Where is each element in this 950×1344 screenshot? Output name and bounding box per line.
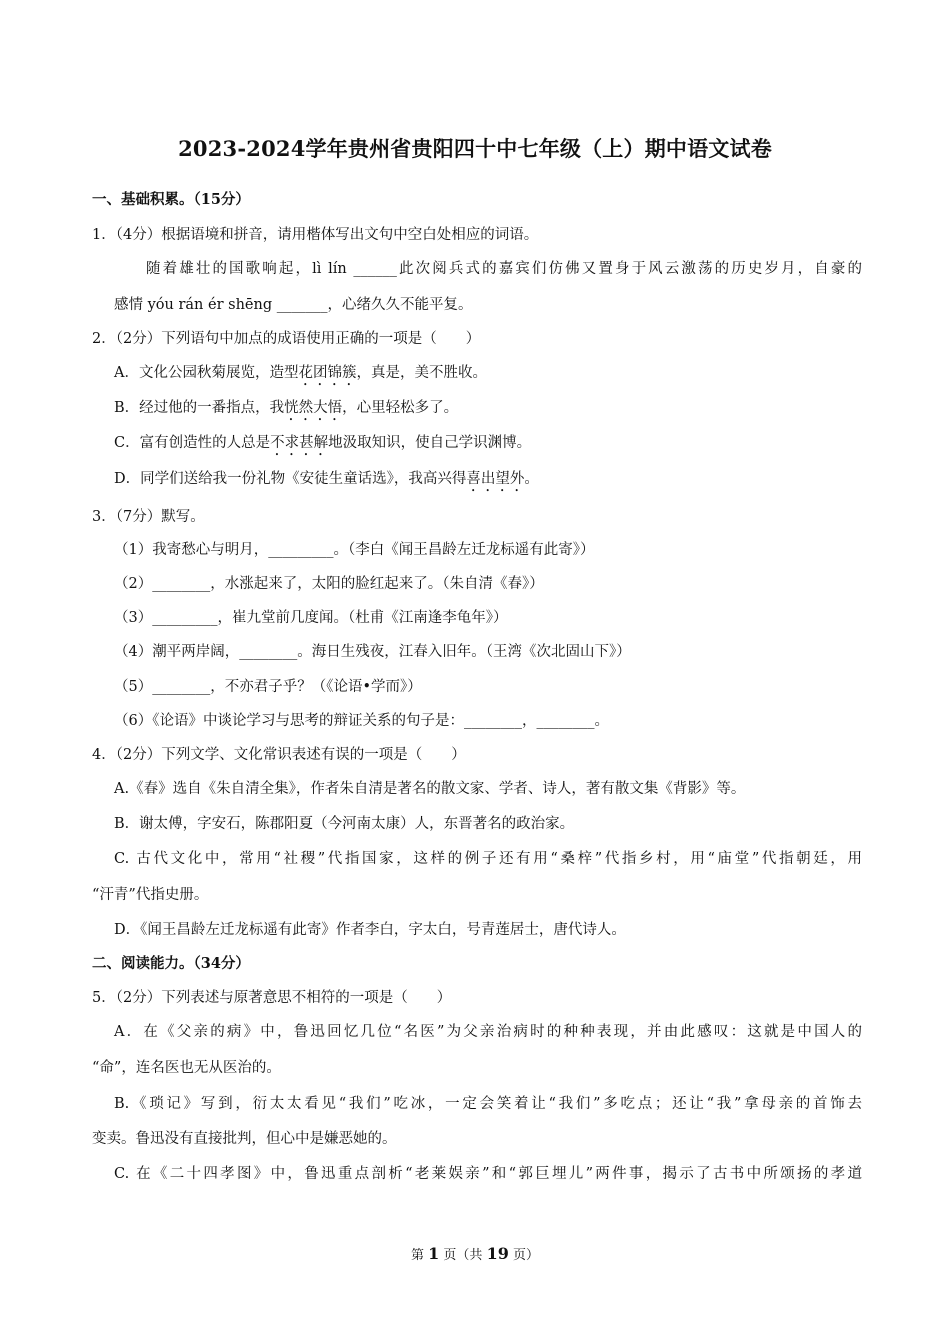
footer-suffix: 页） [512, 1248, 539, 1263]
question-3-item-2: （2）________，水涨起来了，太阳的脸红起来了。（朱自清《春》） [114, 576, 544, 592]
option-c-text: C．富有创造性的人总是 [114, 435, 271, 451]
question-1-text-line1: 随着雄壮的国歌响起，lì lín ______此次阅兵式的嘉宾们仿佛又置身于风云激荡的历史岁月，自豪的 [146, 261, 862, 277]
option-a-idiom: 花团锦簇 [298, 365, 357, 381]
section-heading-basics: 一、基础积累。（15分） [92, 191, 250, 208]
exam-title: 2023-2024学年贵州省贵阳四十中七年级（上）期中语文试卷 [178, 136, 772, 161]
question-4-stem: 4．（2分）下列文学、文化常识表述有误的一项是（ ） [92, 747, 466, 763]
question-2-stem: 2．（2分）下列语句中加点的成语使用正确的一项是（ ） [92, 331, 481, 347]
question-3-item-5: （5）________，不亦君子乎？（《论语•学而》） [114, 679, 422, 695]
option-c-idiom: 不求甚解 [270, 435, 329, 451]
option-b-tail: ，心里轻松多了。 [342, 400, 459, 416]
option-d-idiom: 喜出望外 [466, 471, 525, 487]
question-4-option-b: B．谢太傅，字安石，陈郡阳夏（今河南太康）人，东晋著名的政治家。 [114, 816, 575, 832]
page-total: 19 [486, 1244, 509, 1263]
page-number: 1 [428, 1244, 440, 1263]
footer-prefix: 第 [410, 1248, 424, 1263]
question-2-option-a [114, 363, 862, 389]
question-3-item-1: （1）我寄愁心与明月，_________。（李白《闻王昌龄左迁龙标遥有此寄》） [114, 542, 595, 558]
question-1-text-line2: 感情 yóu rán ér shēng _______，心绪久久不能平复。 [114, 297, 473, 313]
question-3-item-4: （4）潮平两岸阔，________。海日生残夜，江春入旧年。（王湾《次北固山下》） [114, 644, 631, 660]
option-d-tail: 。 [524, 471, 539, 487]
question-5-stem: 5．（2分）下列表述与原著意思不相符的一项是（ ） [92, 990, 452, 1006]
footer-middle: 页（共 [443, 1248, 483, 1263]
question-5-option-c-line1: C. 在《二十四孝图》中，鲁迅重点剖析“老莱娱亲”和“郭巨埋儿”两件事，揭示了古书中所颂扬的孝道 [114, 1166, 862, 1182]
section-heading-reading: 二、阅读能力。（34分） [92, 955, 250, 972]
question-1-stem: 1．（4分）根据语境和拼音，请用楷体写出文句中空白处相应的词语。 [92, 227, 539, 243]
question-4-option-c-line1: C. 古代文化中，常用“社稷”代指国家，这样的例子还有用“桑梓”代指乡村，用“庙堂”代指朝廷，用 [114, 851, 862, 867]
question-4-option-c-line2: “汗青”代指史册。 [92, 887, 209, 903]
question-3-item-3: （3）_________，崔九堂前几度闻。（杜甫《江南逢李龟年》） [114, 610, 508, 626]
question-2-option-b [114, 398, 862, 424]
option-b-text: B．经过他的一番指点，我 [114, 400, 285, 416]
option-c-tail: 地汲取知识，使自己学识渊博。 [328, 435, 532, 451]
page-footer [0, 1244, 950, 1263]
question-2-option-d [114, 469, 862, 495]
question-2-option-c [114, 433, 862, 459]
question-5-option-a-line1: A．在《父亲的病》中，鲁迅回忆几位“名医”为父亲治病时的种种表现，并由此感叹：这就是中国人的 [114, 1024, 862, 1040]
option-a-tail: ，真是，美不胜收。 [356, 365, 487, 381]
question-5-option-a-line2: “命”，连名医也无从医治的。 [92, 1060, 281, 1076]
question-5-option-b-line2: 变卖。鲁迅没有直接批判，但心中是嫌恶她的。 [92, 1131, 397, 1147]
question-3-stem: 3．（7分）默写。 [92, 509, 205, 525]
question-5-option-b-line1: B.《琐记》写到，衍太太看见“我们”吃冰，一定会笑着让“我们”多吃点；还让“我”拿母亲的首饰去 [114, 1096, 862, 1112]
question-4-option-a: A.《春》选自《朱自清全集》，作者朱自清是著名的散文家、学者、诗人，著有散文集《背影》等。 [114, 781, 746, 797]
option-d-text: D．同学们送给我一份礼物《安徒生童话选》，我高兴得 [114, 471, 467, 487]
option-a-text: A．文化公园秋菊展览，造型 [114, 365, 299, 381]
option-b-idiom: 恍然大悟 [284, 400, 343, 416]
question-4-option-d: D．《闻王昌龄左迁龙标遥有此寄》作者李白，字太白，号青莲居士，唐代诗人。 [114, 922, 626, 938]
question-3-item-6: （6）《论语》中谈论学习与思考的辩证关系的句子是：________，________。 [114, 713, 609, 729]
